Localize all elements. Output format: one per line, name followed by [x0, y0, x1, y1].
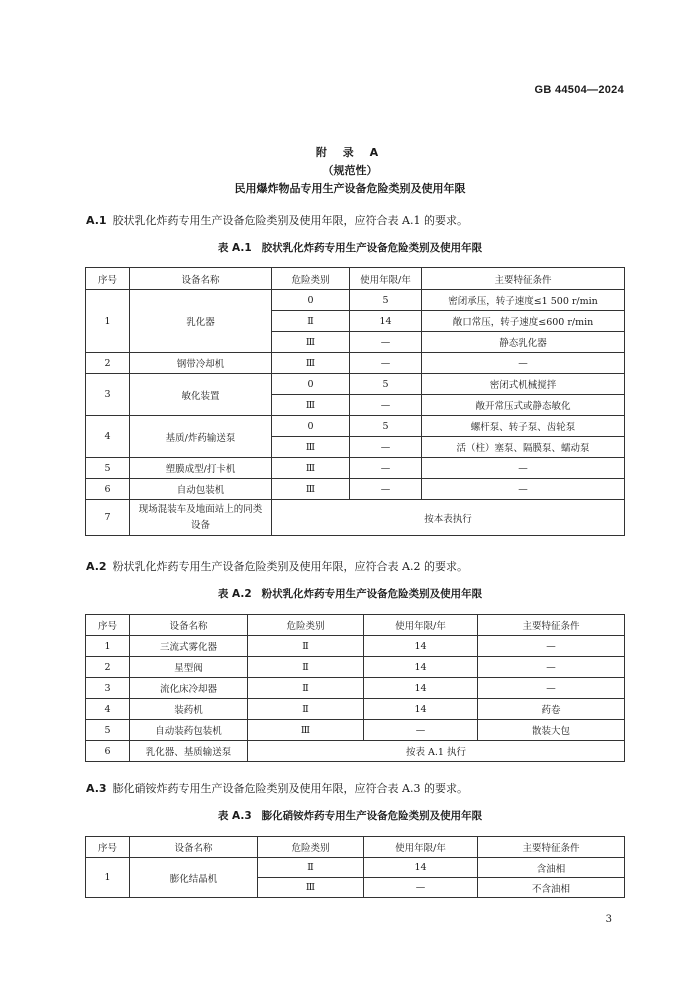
annex-heading: 民用爆炸物品专用生产设备危险类别及使用年限	[234, 182, 466, 195]
feature-condition: —	[422, 458, 625, 479]
table-row	[86, 741, 625, 762]
row-number: 5	[86, 458, 130, 479]
equipment-name: 乳化器	[130, 290, 272, 353]
table-header-row	[86, 615, 625, 636]
equipment-name: 现场混装车及地面站上的同类设备	[130, 500, 272, 536]
service-years: —	[350, 332, 422, 353]
table-title: 粉状乳化炸药专用生产设备危险类别及使用年限	[261, 588, 483, 600]
annex-title: 附 录 A	[315, 146, 385, 159]
table-row	[86, 353, 625, 374]
table-row	[86, 374, 625, 395]
service-years: —	[350, 479, 422, 500]
feature-condition: 静态乳化器	[422, 332, 625, 353]
hazard-category: Ⅲ	[258, 878, 364, 898]
section-text: 胶状乳化炸药专用生产设备危险类别及使用年限，应符合表 A.1 的要求。	[112, 214, 468, 227]
equipment-name: 装药机	[130, 699, 248, 720]
row-number: 6	[86, 741, 130, 762]
page-number: 3	[605, 914, 612, 925]
equipment-name: 流化床冷却器	[130, 678, 248, 699]
header-cell: 使用年限/年	[364, 837, 478, 858]
hazard-category: 0	[272, 290, 350, 311]
service-years: 14	[364, 636, 478, 657]
header-cell: 主要特征条件	[422, 268, 625, 290]
hazard-category: Ⅱ	[248, 636, 364, 657]
feature-condition: —	[478, 636, 625, 657]
feature-condition: 不含油相	[478, 878, 625, 898]
hazard-category: Ⅲ	[272, 395, 350, 416]
table-row	[86, 678, 625, 699]
table-row	[86, 720, 625, 741]
header-cell: 危险类别	[272, 268, 350, 290]
row-number: 2	[86, 657, 130, 678]
header-cell: 使用年限/年	[364, 615, 478, 636]
equipment-name: 钢带冷却机	[130, 353, 272, 374]
service-years: —	[364, 878, 478, 898]
feature-condition: —	[478, 657, 625, 678]
hazard-category: 0	[272, 416, 350, 437]
table-a3	[85, 836, 625, 898]
table-row	[86, 458, 625, 479]
section-a3	[86, 780, 468, 796]
table-row	[86, 858, 625, 878]
feature-condition: 密闭承压，转子速度≤1 500 r/min	[422, 290, 625, 311]
hazard-category: 0	[272, 374, 350, 395]
row-number: 5	[86, 720, 130, 741]
row-number: 1	[86, 636, 130, 657]
table-row	[86, 636, 625, 657]
hazard-category: Ⅲ	[272, 479, 350, 500]
feature-condition: 活（柱）塞泵、隔膜泵、蠕动泵	[422, 437, 625, 458]
feature-condition: 敞开常压式或静态敏化	[422, 395, 625, 416]
header-cell: 序号	[86, 268, 130, 290]
row-number: 1	[86, 858, 130, 898]
service-years: —	[350, 458, 422, 479]
hazard-category: Ⅱ	[248, 678, 364, 699]
table-number: 表 A.2	[217, 588, 252, 600]
standard-code: GB 44504—2024	[534, 84, 624, 96]
hazard-category: Ⅱ	[248, 699, 364, 720]
equipment-name: 敏化装置	[130, 374, 272, 416]
service-years: —	[364, 720, 478, 741]
section-text: 粉状乳化炸药专用生产设备危险类别及使用年限，应符合表 A.2 的要求。	[112, 560, 468, 573]
header-cell: 使用年限/年	[350, 268, 422, 290]
header-cell: 设备名称	[130, 837, 258, 858]
feature-condition: —	[422, 353, 625, 374]
service-years: —	[350, 353, 422, 374]
row-number: 3	[86, 374, 130, 416]
feature-condition: —	[478, 678, 625, 699]
table-number: 表 A.1	[217, 242, 252, 254]
table-row	[86, 699, 625, 720]
service-years: —	[350, 437, 422, 458]
row-number: 1	[86, 290, 130, 353]
section-a1	[86, 212, 468, 228]
section-a2	[86, 558, 468, 574]
table-row	[86, 479, 625, 500]
table-a2-caption	[0, 586, 700, 601]
header-cell: 主要特征条件	[478, 837, 625, 858]
table-number: 表 A.3	[217, 810, 252, 822]
equipment-name: 自动包装机	[130, 479, 272, 500]
feature-condition: 散装大包	[478, 720, 625, 741]
merged-note: 按表 A.1 执行	[248, 741, 625, 762]
table-title: 膨化硝铵炸药专用生产设备危险类别及使用年限	[261, 810, 483, 822]
header-cell: 设备名称	[130, 615, 248, 636]
table-header-row	[86, 268, 625, 290]
header-cell: 序号	[86, 837, 130, 858]
service-years: 5	[350, 416, 422, 437]
feature-condition: 含油相	[478, 858, 625, 878]
header-cell: 主要特征条件	[478, 615, 625, 636]
header-cell: 危险类别	[258, 837, 364, 858]
equipment-name: 乳化器、基质输送泵	[130, 741, 248, 762]
hazard-category: Ⅲ	[272, 332, 350, 353]
hazard-category: Ⅲ	[272, 458, 350, 479]
table-a2	[85, 614, 625, 762]
table-a1-caption	[0, 240, 700, 255]
table-row	[86, 500, 625, 536]
row-number: 4	[86, 416, 130, 458]
header-cell: 危险类别	[248, 615, 364, 636]
equipment-name: 膨化结晶机	[130, 858, 258, 898]
feature-condition: 敞口常压，转子速度≤600 r/min	[422, 311, 625, 332]
row-number: 7	[86, 500, 130, 536]
header-cell: 设备名称	[130, 268, 272, 290]
feature-condition: —	[422, 479, 625, 500]
table-row	[86, 657, 625, 678]
section-number: A.1	[86, 214, 107, 227]
service-years: 14	[364, 699, 478, 720]
feature-condition: 药卷	[478, 699, 625, 720]
feature-condition: 密闭式机械搅拌	[422, 374, 625, 395]
feature-condition: 螺杆泵、转子泵、齿轮泵	[422, 416, 625, 437]
hazard-category: Ⅱ	[258, 858, 364, 878]
table-a1	[85, 267, 625, 536]
table-header-row	[86, 837, 625, 858]
service-years: 5	[350, 290, 422, 311]
row-number: 2	[86, 353, 130, 374]
section-text: 膨化硝铵炸药专用生产设备危险类别及使用年限，应符合表 A.3 的要求。	[112, 782, 468, 795]
service-years: 14	[364, 858, 478, 878]
hazard-category: Ⅲ	[272, 353, 350, 374]
equipment-name: 星型阀	[130, 657, 248, 678]
service-years: 14	[364, 657, 478, 678]
equipment-name: 基质/炸药输送泵	[130, 416, 272, 458]
row-number: 3	[86, 678, 130, 699]
hazard-category: Ⅱ	[248, 657, 364, 678]
table-row	[86, 416, 625, 437]
header-cell: 序号	[86, 615, 130, 636]
section-number: A.3	[86, 782, 107, 795]
service-years: 14	[350, 311, 422, 332]
annex-normative-label: （规范性）	[322, 164, 378, 177]
hazard-category: Ⅱ	[272, 311, 350, 332]
hazard-category: Ⅲ	[272, 437, 350, 458]
table-row	[86, 290, 625, 311]
service-years: 5	[350, 374, 422, 395]
merged-note: 按本表执行	[272, 500, 625, 536]
hazard-category: Ⅲ	[248, 720, 364, 741]
service-years: 14	[364, 678, 478, 699]
equipment-name: 塑膜成型/打卡机	[130, 458, 272, 479]
table-title: 胶状乳化炸药专用生产设备危险类别及使用年限	[261, 242, 483, 254]
row-number: 6	[86, 479, 130, 500]
equipment-name: 自动装药包装机	[130, 720, 248, 741]
table-a3-caption	[0, 808, 700, 823]
row-number: 4	[86, 699, 130, 720]
equipment-name: 三流式雾化器	[130, 636, 248, 657]
section-number: A.2	[86, 560, 107, 573]
service-years: —	[350, 395, 422, 416]
